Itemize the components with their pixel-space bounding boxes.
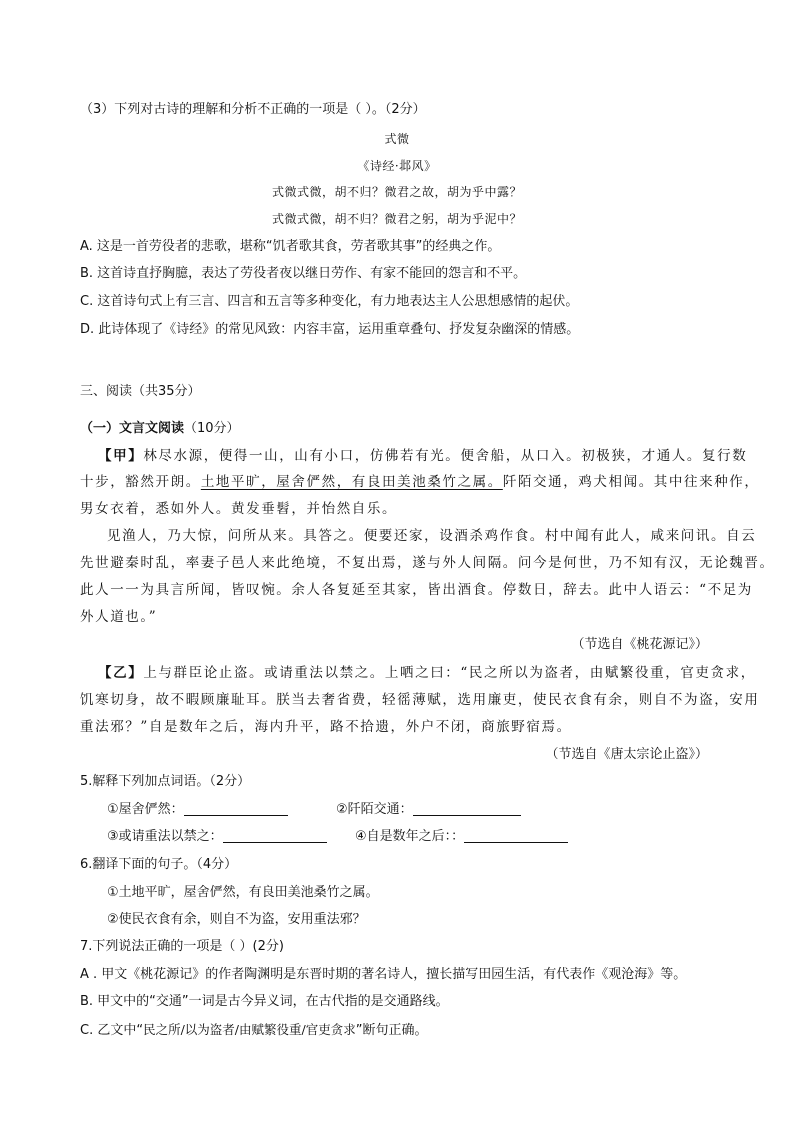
- underlined-sentence: 土地平旷，屋舍俨然，有良田美池桑竹之属。: [200, 474, 503, 490]
- passage-jia-line: 男女衣着，悉如外人。黄发垂髫，并怡然自乐。: [80, 501, 398, 517]
- q5-item: [355, 828, 568, 846]
- passage-jia-line: [80, 473, 760, 491]
- q5-item-label: ③或请重法以禁之：: [107, 829, 223, 844]
- answer-blank[interactable]: [413, 801, 521, 816]
- passage-jia-source: （节选自《桃花源记》）: [571, 637, 708, 652]
- passage-yi-line: [98, 664, 756, 682]
- q7-option-a: A . 甲文《桃花源记》的作者陶渊明是东晋时期的著名诗人，擅长描写田园生活，有代表作《观沧海》等。: [80, 967, 687, 982]
- q7-option-c-text: C. 乙文中“: [80, 1023, 144, 1038]
- q7-stem: 7.下列说法正确的一项是（ ）(2分): [80, 939, 284, 954]
- passage-yi-source: （节选自《唐太宗论止盗》）: [545, 747, 708, 762]
- q7-option-b: B. 甲文中的“交通”一词是古今异义词，在古代指的是交通路线。: [80, 994, 449, 1009]
- answer-blank[interactable]: [184, 801, 288, 816]
- q5-item: [107, 801, 288, 819]
- subsection-title: [80, 420, 240, 438]
- passage-jia-text: 十步，豁然开朗。: [80, 474, 201, 490]
- q3-stem: （3）下列对古诗的理解和分析不正确的一项是（ ）。（2分）: [80, 102, 426, 117]
- subsection-score: （10分）: [184, 421, 240, 436]
- q3-option-c: C. 这首诗句式上有三言、四言和五言等多种变化，有力地表达主人公思想感情的起伏。: [80, 294, 579, 309]
- q3-option-d: D. 此诗体现了《诗经》的常见风致：内容丰富，运用重章叠句、抒发复杂幽深的情感。: [80, 322, 580, 337]
- q6-item: ②使民衣食有余，则自不为盗，安用重法邪？: [107, 912, 366, 927]
- passage-jia-line: 此人一一为具言所闻，皆叹惋。余人各复延至其家，皆出酒食。停数日，辞去。此中人语云：“不足为: [80, 582, 753, 598]
- q5-item: [336, 801, 521, 819]
- passage-jia-line: 先世避秦时乱，率妻子邑人来此绝境，不复出焉，遂与外人间隔。问今是何世，乃不知有汉，无论魏晋。: [80, 555, 775, 571]
- poem-line: 式微式微，胡不归？微君之躬，胡为乎泥中？: [271, 212, 522, 226]
- poem-title: 式微: [384, 132, 410, 146]
- q7-option-c-text: ”断句正确。: [355, 1023, 428, 1038]
- passage-yi-text: 上与群臣论止盗。或请重法以禁之。上哂之曰：“民之所以为盗者，由赋繁役重，官吏贪求，: [143, 665, 756, 681]
- section-title: 三、阅读（共35分）: [80, 384, 201, 399]
- passage-yi-line: 重法邪？”自是数年之后，海内升平，路不拾遗，外户不闭，商旅野宿焉。: [80, 719, 572, 735]
- passage-jia-text: 阡陌交通，鸡犬相闻。其中往来种作，: [502, 474, 760, 490]
- poem-source: 《诗经·邶风》: [357, 159, 437, 173]
- q6-stem: 6.翻译下面的句子。（4分）: [80, 857, 238, 872]
- q7-option-c: [80, 1021, 427, 1040]
- q6-item: ①土地平旷，屋舍俨然，有良田美池桑竹之属。: [107, 885, 379, 900]
- passage-yi-mark: 【乙】: [98, 665, 144, 681]
- subsection-title-bold: （一）文言文阅读: [80, 421, 185, 436]
- q5-item-label: ①屋舍俨然：: [107, 802, 184, 817]
- q5-item-label: ②阡陌交通：: [336, 802, 413, 817]
- q3-option-a: A. 这是一首劳役者的悲歌，堪称“饥者歌其食，劳者歌其事”的经典之作。: [80, 239, 501, 254]
- passage-yi-line: 饥寒切身，故不暇顾廉耻耳。朕当去奢省费，轻徭薄赋，选用廉吏，使民衣食有余，则自不为盗，安用: [80, 692, 760, 708]
- passage-jia-line: 外人道也。”: [80, 609, 158, 625]
- q3-option-b: B. 这首诗直抒胸臆，表达了劳役者夜以继日劳作、有家不能回的怨言和不平。: [80, 266, 527, 281]
- q5-item-label: ④自是数年之后：：: [355, 829, 465, 844]
- passage-jia-mark: 【甲】: [98, 448, 144, 464]
- q5-item: [107, 828, 327, 846]
- passage-jia-line: [98, 447, 747, 465]
- q5-stem: 5.解释下列加点词语。（2分）: [80, 774, 251, 789]
- answer-blank[interactable]: [464, 828, 568, 843]
- answer-blank[interactable]: [223, 828, 327, 843]
- poem-line: 式微式微，胡不归？微君之故，胡为乎中露？: [271, 185, 522, 199]
- q7-option-c-quote: 民之所/以为盗者/由赋繁役重/官吏贪求: [143, 1022, 356, 1037]
- passage-jia-line: 见渔人，乃大惊，问所从来。具答之。便要还家，设酒杀鸡作食。村中闻有此人，咸来问讯。自云: [107, 528, 757, 544]
- passage-jia-text: 林尽水源，便得一山，山有小口，仿佛若有光。便舍船，从口入。初极狭，才通人。复行数: [143, 448, 748, 464]
